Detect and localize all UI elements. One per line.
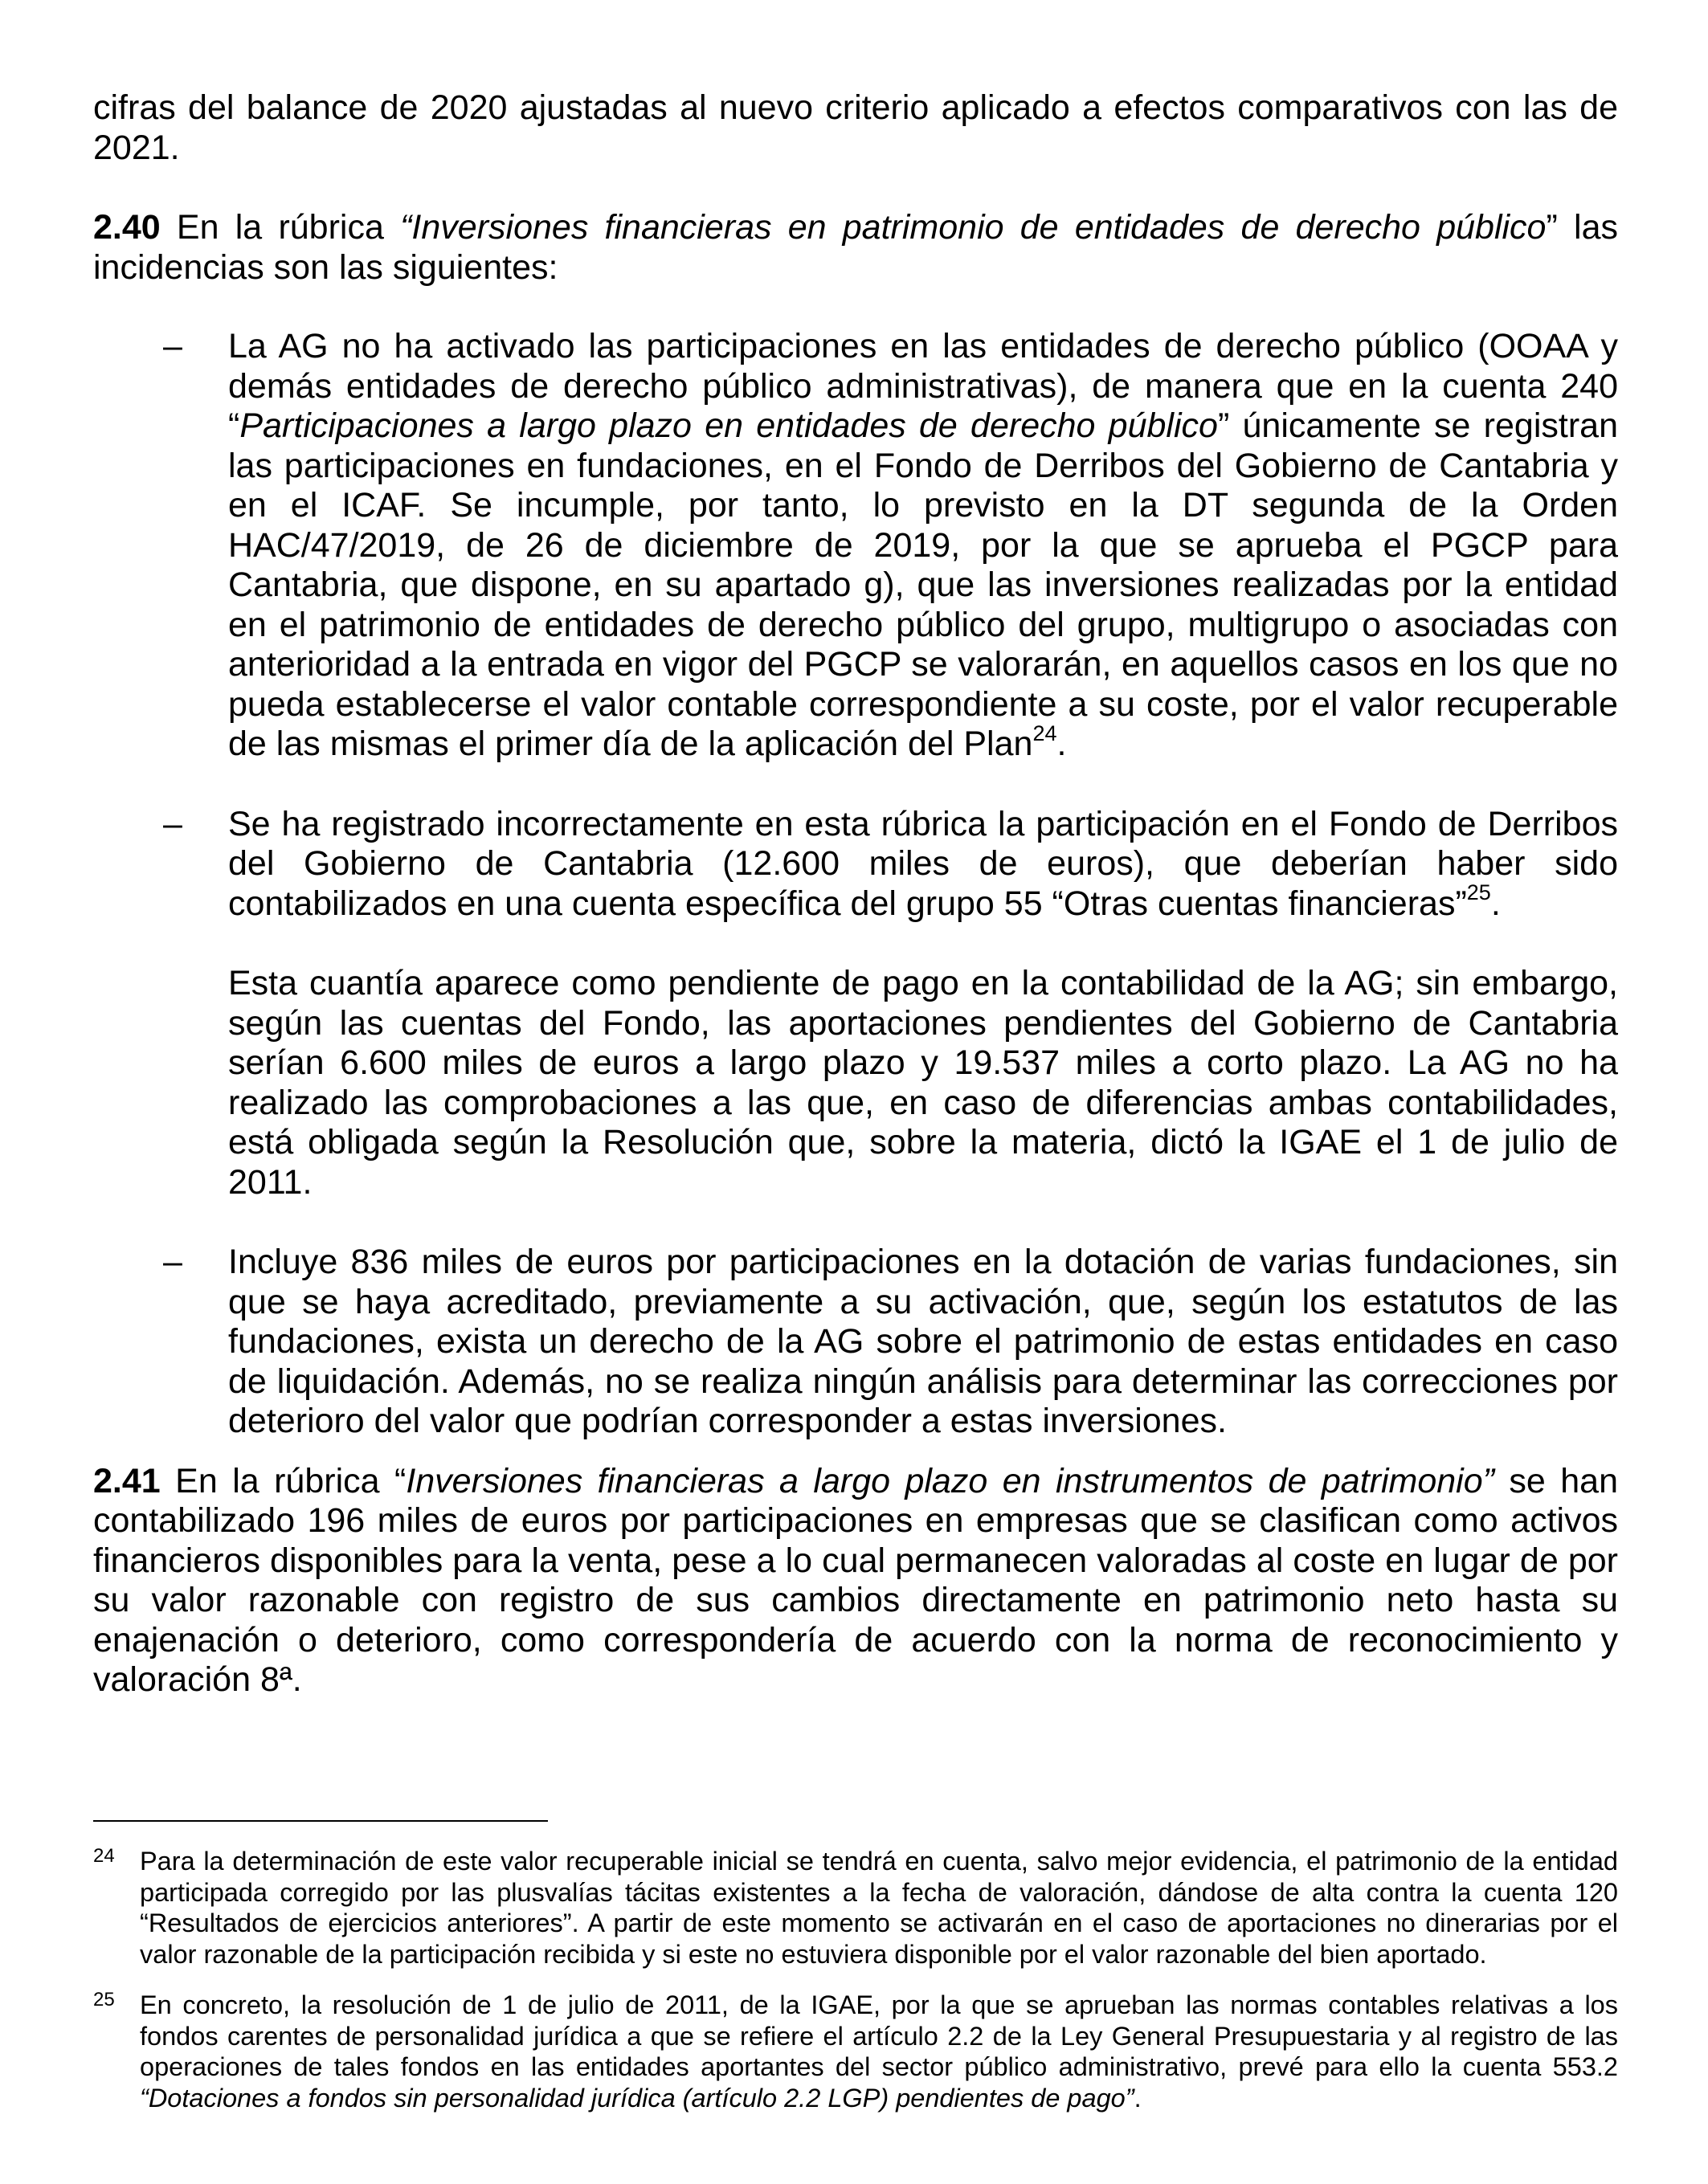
section-2-41-paragraph [93, 1462, 1618, 1700]
footnote-separator [93, 1820, 548, 1822]
section-text-after: se han contabilizado 196 miles de euros por participaciones en empresas que se clasifican como activos financieros disponibles para la venta, pese a lo cual permanecen valoradas al coste en lugar de por su valor razonable con registro de sus cambios directamente en patrimonio neto hasta su enajenación o deterioro, como correspondería de acuerdo con la norma de reconocimiento y valoración 8ª. [93, 1461, 1619, 1699]
bullet-text: Se ha registrado incorrectamente en esta rúbrica la participación en el Fondo de Derribos del Gobierno de Cantabria (12.600 miles de euros), que deberían haber sido contabilizados en una cuenta específica del grupo 55 “Otras cuentas financieras” [228, 804, 1618, 923]
bullet-text: La AG no ha activado las participaciones en las entidades de derecho público (OOAA y demás entidades de derecho público administrativas), de manera que en la cuenta 240 “ [228, 327, 1618, 445]
footnote-text: Para la determinación de este valor recuperable inicial se tendrá en cuenta, salvo mejor evidencia, el patrimonio de la entidad participada corregido por las plusvalías tácitas existentes a la fecha de valoración, dándose de alta contra la cuenta 120 “Resultados de ejercicios anteriores”. A partir de este momento se activarán en el caso de aportaciones no dinerarias por el valor razonable de la participación recibida y si este no estuviera disponible por el valor razonable del bien aportado. [140, 1847, 1618, 1969]
bullet-text: Esta cuantía aparece como pendiente de pago en la contabilidad de la AG; sin embargo, según las cuentas del Fondo, las aportaciones pendientes del Gobierno de Cantabria serían 6.600 miles de euros a largo plazo y 19.537 miles a corto plazo. La AG no ha realizado las comprobaciones a las que, en caso de diferencias ambas contabilidades, está obligada según la Resolución que, sobre la materia, dictó la IGAE el 1 de julio de 2011. [228, 964, 1618, 1202]
bullet-text: ” únicamente se registran las participaciones en fundaciones, en el Fondo de Derribos del Gobierno de Cantabria y en el ICAF. Se incumple, por tanto, lo previsto en la DT segunda de la Orden HAC/47/2019, de 26 de diciembre de 2019, por la que se aprueba el PGCP para Cantabria, que dispone, en su apartado g), que las inversiones realizadas por la entidad en el patrimonio de entidades de derecho público del grupo, multigrupo o asociadas con anterioridad a la entrada en vigor del PGCP se valorarán, en aquellos casos en los que no pueda establecerse el valor contable correspondiente a su coste, por el valor recuperable de las mismas el primer día de la aplicación del Plan [228, 406, 1618, 763]
section-number: 2.40 [93, 208, 161, 247]
bullet-text: Incluye 836 miles de euros por participaciones en la dotación de varias fundaciones, sin que se haya acreditado, previamente a su activación, que, según los estatutos de las fundaciones, exista un derecho de la AG sobre el patrimonio de estas entidades en caso de liquidación. Además, no se realiza ningún análisis para determinar las correcciones por deterioro del valor que podrían corresponder a estas inversiones. [228, 1243, 1618, 1440]
section-2-40-heading-paragraph [93, 208, 1618, 288]
footnote-24 [93, 1846, 1618, 1970]
footnote-ref-25[interactable]: 25 [1466, 880, 1491, 905]
section-2-41 [93, 1462, 1618, 1700]
bullet-paragraph [228, 1243, 1618, 1442]
section-text-before: En la rúbrica “ [160, 1461, 407, 1500]
intro-paragraph [93, 88, 1618, 168]
bullet-paragraph [228, 805, 1618, 925]
dash-bullet-icon: – [163, 804, 182, 843]
bullet-text: . [1490, 884, 1501, 923]
list-item [93, 805, 1618, 1203]
section-text-before: En la rúbrica [160, 208, 401, 247]
intro-text: cifras del balance de 2020 ajustadas al nuevo criterio aplicado a efectos comparativos con las de 2021. [93, 88, 1618, 167]
bullet-text: . [1056, 725, 1067, 763]
footnote-25 [93, 1990, 1618, 2113]
section-italic-title: Inversiones financieras a largo plazo en instrumentos de patrimonio” [406, 1461, 1494, 1500]
section-number: 2.41 [93, 1461, 161, 1500]
footnote-italic: “Dotaciones a fondos sin personalidad jurídica (artículo 2.2 LGP) pendientes de pago” [140, 2083, 1134, 2113]
incidence-list [93, 327, 1618, 1442]
dash-bullet-icon: – [163, 327, 182, 365]
section-italic-title: “Inversiones financieras en patrimonio de entidades de derecho público [400, 208, 1547, 247]
footnote-ref-24[interactable]: 24 [1032, 721, 1057, 745]
list-item [93, 1243, 1618, 1442]
section-2-40 [93, 208, 1618, 288]
footnotes [93, 1820, 1618, 2133]
bullet-paragraph [228, 327, 1618, 765]
list-item [93, 327, 1618, 765]
footnote-number: 25 [93, 1989, 115, 2011]
bullet-sub-paragraph [228, 964, 1618, 1202]
dash-bullet-icon: – [163, 1243, 182, 1281]
section-text-after: ” las incidencias son las siguientes: [93, 208, 1618, 287]
footnote-number: 24 [93, 1845, 115, 1867]
footnote-text: En concreto, la resolución de 1 de julio de 2011, de la IGAE, por la que se aprueban las normas contables relativas a los fondos carentes de personalidad jurídica a que se refiere el artículo 2.2 de la Ley General Presupuestaria y al registro de las operaciones de tales fondos en las entidades aportantes del sector público administrativo, prevé para ello la cuenta 553.2 [140, 1990, 1618, 2081]
footnote-text: . [1134, 2083, 1142, 2113]
bullet-italic: Participaciones a largo plazo en entidades de derecho público [239, 406, 1218, 445]
main-body [93, 88, 1618, 1700]
